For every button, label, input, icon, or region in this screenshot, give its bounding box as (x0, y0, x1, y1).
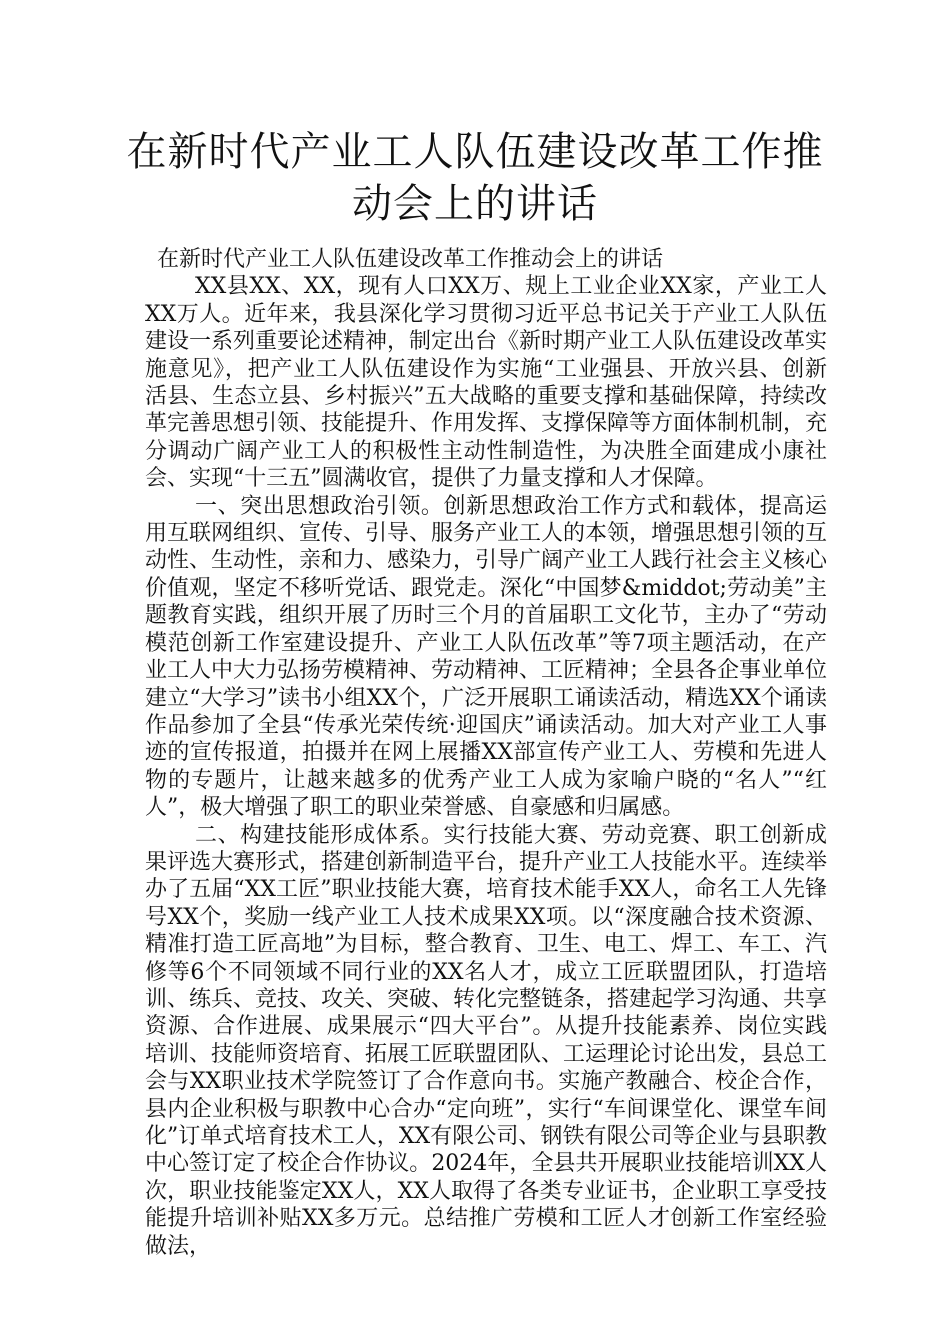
document-title: 在新时代产业工人队伍建设改革工作推动会上的讲话 (126, 129, 824, 227)
document-subtitle: 在新时代产业工人队伍建设改革工作推动会上的讲话 (157, 247, 664, 272)
paragraph-section-1: 一、突出思想政治引领。创新思想政治工作方式和载体，提高运用互联网组织、宣传、引导、服务产业工人的本领，增强思想引领的互动性、生动性，亲和力、感染力，引导广阔产业工人践行社会主义核心价值观，坚定不移听党话、跟党走。深化“中国梦&middot;劳动美”主题教育实践，组织开展了历时三个月的首届职工文化节，主办了“劳动模范创新工作室建设提升、产业工人队伍改革”等7项主题活动，在产业工人中大力弘扬劳模精神、劳动精神、工匠精神；全县各企事业单位建立“大学习”读书小组XX个，广泛开展职工诵读活动，精选XX个诵读作品参加了全县“传承光荣传统·迎国庆”诵读活动。加大对产业工人事迹的宣传报道，拍摄并在网上展播XX部宣传产业工人、劳模和先进人物的专题片，让越来越多的优秀产业工人成为家喻户晓的“名人”“红人”，极大增强了职工的职业荣誉感、自豪感和归属感。 (145, 493, 828, 821)
document-body (145, 246, 827, 1260)
paragraph-intro: XX县XX、XX，现有人口XX万、规上工业企业XX家，产业工人XX万人。近年来，我县深化学习贯彻习近平总书记关于产业工人队伍建设一系列重要论述精神，制定出台《新时期产业工人队伍建设改革实施意见》，把产业工人队伍建设作为实施“工业强县、开放兴县、创新活县、生态立县、乡村振兴”五大战略的重要支撑和基础保障，持续改革完善思想引领、技能提升、作用发挥、支撑保障等方面体制机制，充分调动广阔产业工人的积极性主动性制造性，为决胜全面建成小康社会、实现“十三五”圆满收官，提供了力量支撑和人才保障。 (145, 274, 828, 492)
paragraph-section-2: 二、构建技能形成体系。实行技能大赛、劳动竞赛、职工创新成果评选大赛形式，搭建创新制造平台，提升产业工人技能水平。连续举办了五届“XX工匠”职业技能大赛，培育技术能手XX人，命名工人先锋号XX个，奖励一线产业工人技术成果XX项。以“深度融合技术资源、精准打造工匠高地”为目标，整合教育、卫生、电工、焊工、车工、汽修等6个不同领域不同行业的XX名人才，成立工匠联盟团队，打造培训、练兵、竞技、攻关、突破、转化完整链条，搭建起学习沟通、共享资源、合作进展、成果展示“四大平台”。从提升技能素养、岗位实践培训、技能师资培育、拓展工匠联盟团队、工运理论讨论出发，县总工会与XX职业技术学院签订了合作意向书。实施产教融合、校企合作，县内企业积极与职教中心合办“定向班”，实行“车间课堂化、课堂车间化”订单式培育技术工人，XX有限公司、钢铁有限公司等企业与县职教中心签订定了校企合作协议。2024年，全县共开展职业技能培训XX人次，职业技能鉴定XX人，XX人取得了各类专业证书，企业职工享受技能提升培训补贴XX多万元。总结推广劳模和工匠人才创新工作室经验做法， (145, 822, 828, 1259)
